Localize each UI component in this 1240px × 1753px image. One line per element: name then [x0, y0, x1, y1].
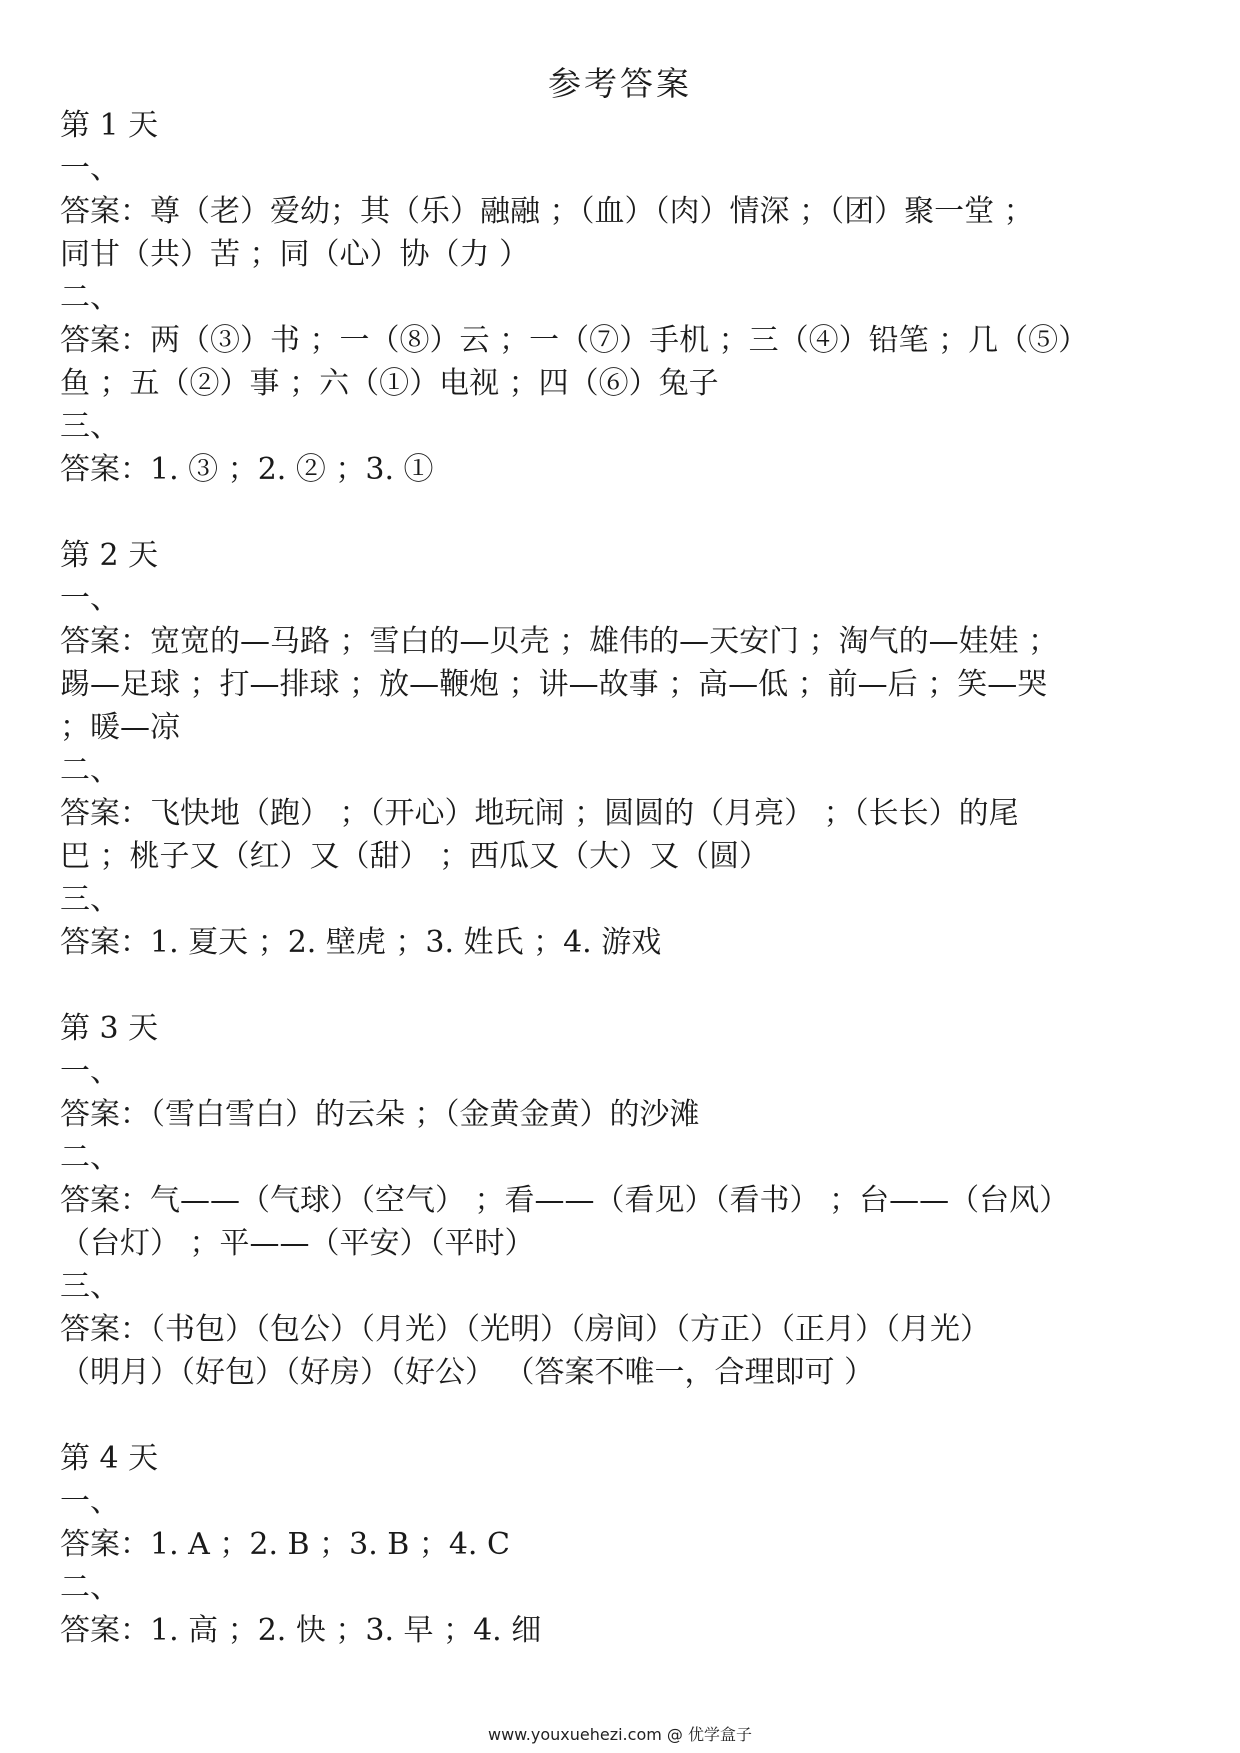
- day-section: [60, 1007, 1185, 1437]
- day-heading: 第 3 天: [60, 1011, 159, 1046]
- answer-line: 踢—足球 ；打—排球 ；放—鞭炮 ；讲—故事 ；高—低 ；前—后 ；笑—哭: [60, 667, 1048, 702]
- answer-line: 答案：宽宽的—马路 ；雪白的—贝壳 ；雄伟的—天安门 ；淘气的—娃娃 ；: [60, 624, 1059, 659]
- question-number: 三、: [60, 882, 120, 917]
- answer-line: （明月）（好包）（好房）（好公） （答案不唯一，合理即可 ）: [60, 1355, 875, 1390]
- section-gap: [60, 491, 1185, 534]
- question-number: 二、: [60, 753, 120, 788]
- question-number: 一、: [60, 1484, 120, 1519]
- answer-line: 答案：飞快地（跑） ；（开心）地玩闹 ；圆圆的（月亮） ；（长长）的尾: [60, 796, 1019, 831]
- answer-line: 答案：尊（老）爱幼；其（乐）融融 ；（血）（肉）情深 ；（团）聚一堂 ；: [60, 194, 1034, 229]
- answer-line: 答案：1. ③ ；2. ② ；3. ①: [60, 452, 434, 487]
- question-number: 二、: [60, 1140, 120, 1175]
- section-gap: [60, 964, 1185, 1007]
- page-title: 参考答案: [548, 64, 692, 103]
- question-number: 一、: [60, 151, 120, 186]
- day-heading: 第 4 天: [60, 1441, 159, 1476]
- answer-line: 答案：1. A ；2. B ；3. B ；4. C: [60, 1527, 510, 1562]
- answer-line: 答案：（雪白雪白）的云朵 ；（金黄金黄）的沙滩: [60, 1097, 700, 1132]
- question-number: 一、: [60, 581, 120, 616]
- question-number: 三、: [60, 1269, 120, 1304]
- day-heading: 第 1 天: [60, 108, 159, 143]
- question-number: 二、: [60, 280, 120, 315]
- answer-line: ；暖—凉: [60, 710, 180, 745]
- day-section: [60, 1437, 1185, 1652]
- day-section: [60, 104, 1185, 534]
- answer-line: 巴 ；桃子又（红）又（甜） ；西瓜又（大）又（圆）: [60, 839, 770, 874]
- answer-line: 鱼 ；五（②）事 ；六（①）电视 ；四（⑥）兔子: [60, 366, 719, 401]
- question-number: 二、: [60, 1570, 120, 1605]
- answer-line: 答案：气——（气球）（空气） ；看——（看见）（看书） ；台——（台风）: [60, 1183, 1070, 1218]
- answer-line: 答案：两（③）书 ；一（⑧）云 ；一（⑦）手机 ；三（④）铅笔 ；几（⑤）: [60, 323, 1089, 358]
- answer-key-body: [60, 104, 1185, 1652]
- day-heading: 第 2 天: [60, 538, 159, 573]
- answer-line: 同甘（共）苦 ；同（心）协（力 ）: [60, 237, 530, 272]
- section-gap: [60, 1394, 1185, 1437]
- question-number: 三、: [60, 409, 120, 444]
- answer-line: 答案：1. 高 ；2. 快 ；3. 早 ；4. 细: [60, 1613, 542, 1648]
- answer-line: 答案：（书包）（包公）（月光）（光明）（房间）（方正）（正月）（月光）: [60, 1312, 990, 1347]
- question-number: 一、: [60, 1054, 120, 1089]
- footer-watermark: www.youxuehezi.com @ 优学盒子: [488, 1725, 752, 1744]
- answer-line: （台灯） ；平——（平安）（平时）: [60, 1226, 535, 1261]
- answer-line: 答案：1. 夏天 ；2. 壁虎 ；3. 姓氏 ；4. 游戏: [60, 925, 662, 960]
- day-section: [60, 534, 1185, 1007]
